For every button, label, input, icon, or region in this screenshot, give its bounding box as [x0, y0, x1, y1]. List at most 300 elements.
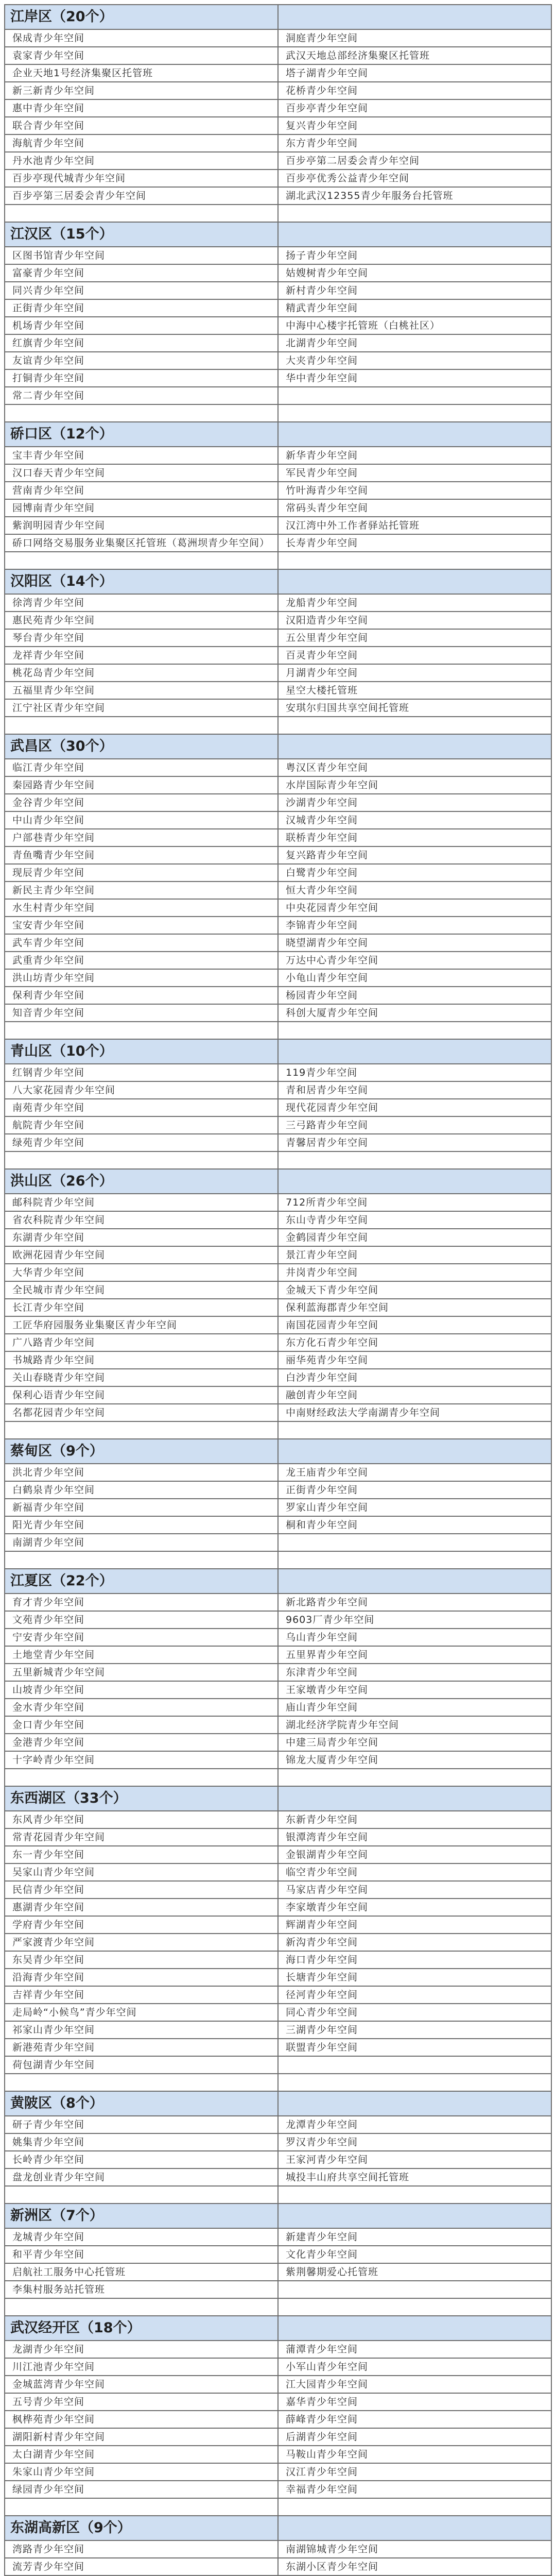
table-row — [5, 1629, 552, 1647]
district-header-empty-cell — [279, 735, 552, 758]
venue-cell: 中南财经政法大学南湖青少年空间 — [279, 1404, 552, 1421]
venue-cell: 正街青少年空间 — [5, 300, 279, 316]
spacer-row — [5, 717, 552, 735]
table-row — [5, 1082, 552, 1099]
venue-cell: 新华青少年空间 — [279, 447, 552, 464]
venue-cell: 保利蓝海郡青少年空间 — [279, 1299, 552, 1316]
table-row — [5, 2464, 552, 2481]
venue-cell: 东一青少年空间 — [5, 1846, 279, 1863]
venue-cell: 红旗青少年空间 — [5, 335, 279, 351]
district-name: 新洲区（7个） — [5, 2204, 279, 2228]
table-row — [5, 700, 552, 717]
venue-cell: 荷包湖青少年空间 — [5, 2057, 279, 2073]
venue-cell: 百灵青少年空间 — [279, 647, 552, 664]
table-row — [5, 188, 552, 205]
venue-cell: 户部巷青少年空间 — [5, 829, 279, 846]
venue-cell: 联合青少年空间 — [5, 117, 279, 134]
venue-cell: 安琪尔归国共享空间托管班 — [279, 700, 552, 716]
spacer-cell — [5, 1422, 279, 1438]
venue-cell: 王家河青少年空间 — [279, 2151, 552, 2168]
spacer-cell — [279, 2187, 552, 2203]
venue-cell: 金城蓝湾青少年空间 — [5, 2376, 279, 2393]
table-row — [5, 2022, 552, 2039]
venue-cell: 琴台青少年空间 — [5, 630, 279, 646]
table-row — [5, 952, 552, 970]
table-row — [5, 882, 552, 900]
venue-cell: 花桥青少年空间 — [279, 82, 552, 99]
venue-cell: 十字岭青少年空间 — [5, 1752, 279, 1768]
spacer-cell — [5, 2074, 279, 2091]
venue-cell: 文苑青少年空间 — [5, 1612, 279, 1628]
venue-cell: 李集村服务站托管班 — [5, 2281, 279, 2298]
venue-cell: 东湖小区青少年空间 — [279, 2558, 552, 2575]
district-venue-list — [4, 0, 552, 2576]
venue-cell: 现辰青少年空间 — [5, 865, 279, 881]
district-name: 黄陂区（8个） — [5, 2092, 279, 2115]
table-row — [5, 82, 552, 100]
district-name: 江汉区（15个） — [5, 223, 279, 246]
venue-cell: 工匠华府园服务业集聚区青少年空间 — [5, 1317, 279, 1333]
venue-cell: 白鹭青少年空间 — [279, 865, 552, 881]
table-row — [5, 335, 552, 352]
venue-cell: 小龟山青少年空间 — [279, 970, 552, 986]
venue-cell: 罗汉青少年空间 — [279, 2134, 552, 2150]
venue-cell: 邮科院青少年空间 — [5, 1194, 279, 1211]
table-row — [5, 170, 552, 188]
venue-cell: 知音青少年空间 — [5, 1005, 279, 1021]
venue-cell: 百步亭优秀公益青少年空间 — [279, 170, 552, 187]
venue-cell: 精武青少年空间 — [279, 300, 552, 316]
table-row — [5, 1987, 552, 2004]
venue-cell: 联桥青少年空间 — [279, 829, 552, 846]
venue-cell: 东风青少年空间 — [5, 1811, 279, 1828]
venue-cell: 锦龙大厦青少年空间 — [279, 1752, 552, 1768]
table-row — [5, 847, 552, 865]
venue-cell: 打铜青少年空间 — [5, 370, 279, 386]
venue-cell: 龙湖青少年空间 — [5, 2341, 279, 2358]
table-row — [5, 247, 552, 265]
venue-cell: 月湖青少年空间 — [279, 665, 552, 681]
venue-cell: 王家墩青少年空间 — [279, 1682, 552, 1698]
table-row — [5, 2169, 552, 2187]
venue-cell: 袁家青少年空间 — [5, 47, 279, 64]
table-row — [5, 1499, 552, 1517]
spacer-cell — [5, 1769, 279, 1786]
spacer-row — [5, 552, 552, 570]
venue-cell: 流芳青少年空间 — [5, 2558, 279, 2575]
venue-cell: 辉湖青少年空间 — [279, 1917, 552, 1933]
district-header-empty-cell — [279, 1569, 552, 1593]
spacer-cell — [5, 717, 279, 734]
venue-cell: 五公里青少年空间 — [279, 630, 552, 646]
district-name: 蔡甸区（9个） — [5, 1439, 279, 1463]
venue-cell: 罗家山青少年空间 — [279, 1499, 552, 1516]
district-header-row — [5, 2516, 552, 2541]
venue-cell: 大华青少年空间 — [5, 1264, 279, 1281]
venue-cell: 汉江湾中外工作者驿站托管班 — [279, 517, 552, 534]
venue-cell: 融创青少年空间 — [279, 1387, 552, 1403]
spacer-cell — [5, 1552, 279, 1568]
spacer-cell — [279, 205, 552, 222]
venue-cell: 星空大楼托管班 — [279, 682, 552, 699]
venue-cell: 营南青少年空间 — [5, 482, 279, 499]
venue-cell: 长江青少年空间 — [5, 1299, 279, 1316]
venue-cell: 省农科院青少年空间 — [5, 1212, 279, 1228]
venue-cell: 吉祥青少年空间 — [5, 1987, 279, 2003]
table-row — [5, 1952, 552, 1969]
spacer-cell — [5, 1022, 279, 1039]
district-name: 汉阳区（14个） — [5, 570, 279, 594]
venue-cell: 科创大厦青少年空间 — [279, 1005, 552, 1021]
venue-cell: 吴家山青少年空间 — [5, 1864, 279, 1880]
venue-cell: 水生村青少年空间 — [5, 900, 279, 916]
table-row — [5, 2039, 552, 2057]
table-row — [5, 152, 552, 170]
venue-cell: 富豪青少年空间 — [5, 265, 279, 281]
table-row — [5, 2341, 552, 2359]
venue-cell: 民信青少年空间 — [5, 1882, 279, 1898]
district-header-row — [5, 2092, 552, 2116]
venue-cell: 马鞍山青少年空间 — [279, 2446, 552, 2463]
table-row — [5, 1212, 552, 1229]
table-row — [5, 1134, 552, 1152]
venue-cell: 金港青少年空间 — [5, 1734, 279, 1751]
venue-cell: 紫荆馨期爱心托管班 — [279, 2264, 552, 2280]
spacer-row — [5, 2299, 552, 2316]
venue-cell: 保利心语青少年空间 — [5, 1387, 279, 1403]
venue-cell: 硚口网络交易服务业集聚区托管班（葛洲坝青少年空间） — [5, 535, 279, 551]
table-row — [5, 1247, 552, 1264]
venue-cell: 海口青少年空间 — [279, 1952, 552, 1968]
table-row — [5, 1064, 552, 1082]
table-row — [5, 47, 552, 65]
table-row — [5, 1464, 552, 1482]
venue-cell — [279, 2057, 552, 2073]
venue-cell: 武汉天地总部经济集聚区托管班 — [279, 47, 552, 64]
venue-cell: 洞庭青少年空间 — [279, 30, 552, 46]
district-header-row — [5, 735, 552, 759]
table-row — [5, 1734, 552, 1752]
venue-cell: 汉江青少年空间 — [279, 2464, 552, 2480]
venue-cell: 李家墩青少年空间 — [279, 1899, 552, 1916]
venue-cell: 江大园青少年空间 — [279, 2376, 552, 2393]
venue-cell: 湖阳新村青少年空间 — [5, 2429, 279, 2445]
table-row — [5, 595, 552, 612]
venue-cell: 嘉华青少年空间 — [279, 2394, 552, 2410]
table-row — [5, 265, 552, 282]
venue-cell: 万达中心青少年空间 — [279, 952, 552, 969]
venue-cell: 百步亭第二居委会青少年空间 — [279, 152, 552, 169]
spacer-cell — [5, 2187, 279, 2203]
spacer-cell — [279, 1152, 552, 1168]
table-row — [5, 1699, 552, 1717]
venue-cell: 紫润明园青少年空间 — [5, 517, 279, 534]
venue-cell: 龙王庙青少年空间 — [279, 1464, 552, 1481]
table-row — [5, 2429, 552, 2446]
table-row — [5, 1005, 552, 1022]
table-row — [5, 759, 552, 777]
district-name: 洪山区（26个） — [5, 1170, 279, 1193]
district-header-empty-cell — [279, 2316, 552, 2340]
venue-cell: 武车青少年空间 — [5, 935, 279, 951]
table-row — [5, 2246, 552, 2264]
district-name: 东湖高新区（9个） — [5, 2516, 279, 2540]
table-row — [5, 517, 552, 535]
venue-cell: 百步亭青少年空间 — [279, 100, 552, 116]
venue-cell: 新港苑青少年空间 — [5, 2039, 279, 2056]
venue-cell: 塔子湖青少年空间 — [279, 65, 552, 81]
venue-cell: 杨园青少年空间 — [279, 987, 552, 1004]
table-row — [5, 1934, 552, 1952]
venue-cell: 走局岭“小候鸟”青少年空间 — [5, 2004, 279, 2021]
table-row — [5, 935, 552, 952]
venue-cell: 惠湖青少年空间 — [5, 1899, 279, 1916]
table-row — [5, 1369, 552, 1387]
venue-cell: 汉阳造青少年空间 — [279, 612, 552, 629]
venue-cell: 新北路青少年空间 — [279, 1594, 552, 1611]
venue-cell: 青和居青少年空间 — [279, 1082, 552, 1098]
table-row — [5, 612, 552, 630]
venue-cell: 川江池青少年空间 — [5, 2359, 279, 2375]
table-row — [5, 500, 552, 517]
table-row — [5, 1117, 552, 1134]
venue-cell: 新建青少年空间 — [279, 2229, 552, 2245]
table-row — [5, 987, 552, 1005]
table-row — [5, 300, 552, 317]
venue-cell: 五福里青少年空间 — [5, 682, 279, 699]
table-row — [5, 2281, 552, 2299]
venue-cell: 汉城青少年空间 — [279, 812, 552, 828]
venue-cell: 119青少年空间 — [279, 1064, 552, 1081]
venue-cell: 姚集青少年空间 — [5, 2134, 279, 2150]
district-header-empty-cell — [279, 2092, 552, 2115]
spacer-cell — [279, 2299, 552, 2315]
venue-cell: 同心青少年空间 — [279, 2004, 552, 2021]
venue-cell: 东吴青少年空间 — [5, 1952, 279, 1968]
district-header-row — [5, 1170, 552, 1194]
venue-cell: 湾路青少年空间 — [5, 2541, 279, 2557]
venue-cell: 常青花园青少年空间 — [5, 1829, 279, 1845]
venue-cell: 学府青少年空间 — [5, 1917, 279, 1933]
venue-cell: 五里新城青少年空间 — [5, 1664, 279, 1681]
venue-cell: 9603厂青少年空间 — [279, 1612, 552, 1628]
district-name: 青山区（10个） — [5, 1040, 279, 1063]
venue-cell: 保成青少年空间 — [5, 30, 279, 46]
venue-cell: 桃花岛青少年空间 — [5, 665, 279, 681]
venue-cell: 湖北经济学院青少年空间 — [279, 1717, 552, 1733]
venue-cell: 南苑青少年空间 — [5, 1099, 279, 1116]
district-header-empty-cell — [279, 2516, 552, 2540]
table-row — [5, 1864, 552, 1882]
table-row — [5, 1299, 552, 1317]
district-header-empty-cell — [279, 2204, 552, 2228]
venue-cell: 盘龙创业青少年空间 — [5, 2169, 279, 2185]
table-row — [5, 2116, 552, 2134]
venue-cell: 晓望湖青少年空间 — [279, 935, 552, 951]
venue-cell: 五号青少年空间 — [5, 2394, 279, 2410]
venue-cell: 同兴青少年空间 — [5, 282, 279, 299]
venue-cell: 江宁社区青少年空间 — [5, 700, 279, 716]
venue-cell — [279, 387, 552, 404]
venue-cell: 712所青少年空间 — [279, 1194, 552, 1211]
venue-cell: 名都花园青少年空间 — [5, 1404, 279, 1421]
table-row — [5, 917, 552, 935]
table-row — [5, 1899, 552, 1917]
spacer-row — [5, 1769, 552, 1787]
table-row — [5, 135, 552, 152]
table-row — [5, 1594, 552, 1612]
venue-cell: 海航青少年空间 — [5, 135, 279, 151]
district-header-empty-cell — [279, 223, 552, 246]
venue-cell: 临江青少年空间 — [5, 759, 279, 776]
venue-cell: 广八路青少年空间 — [5, 1334, 279, 1351]
venue-cell — [279, 2281, 552, 2298]
venue-cell: 湖北武汉12355青少年服务台托管班 — [279, 188, 552, 204]
spacer-cell — [5, 552, 279, 569]
district-header-row — [5, 570, 552, 595]
venue-cell: 联盟青少年空间 — [279, 2039, 552, 2056]
venue-cell: 小军山青少年空间 — [279, 2359, 552, 2375]
venue-cell: 龙城青少年空间 — [5, 2229, 279, 2245]
spacer-cell — [5, 1152, 279, 1168]
table-row — [5, 535, 552, 552]
venue-cell: 薛峰青少年空间 — [279, 2411, 552, 2428]
venue-cell: 中山青少年空间 — [5, 812, 279, 828]
table-row — [5, 1534, 552, 1552]
table-row — [5, 647, 552, 665]
venue-cell: 研子青少年空间 — [5, 2116, 279, 2133]
district-name: 武昌区（30个） — [5, 735, 279, 758]
district-header-empty-cell — [279, 1787, 552, 1810]
venue-cell: 中建三局青少年空间 — [279, 1734, 552, 1751]
venue-cell: 扬子青少年空间 — [279, 247, 552, 264]
table-row — [5, 1917, 552, 1934]
table-row — [5, 317, 552, 335]
venue-cell: 和平青少年空间 — [5, 2246, 279, 2263]
venue-cell: 绿苑青少年空间 — [5, 1134, 279, 1151]
venue-cell: 龙祥青少年空间 — [5, 647, 279, 664]
venue-cell: 友谊青少年空间 — [5, 352, 279, 369]
venue-cell: 宁安青少年空间 — [5, 1629, 279, 1646]
venue-cell: 洪山坊青少年空间 — [5, 970, 279, 986]
district-name: 江岸区（20个） — [5, 5, 279, 29]
table-row — [5, 2376, 552, 2394]
venue-cell: 龙潭青少年空间 — [279, 2116, 552, 2133]
venue-cell: 丹水池青少年空间 — [5, 152, 279, 169]
table-row — [5, 1099, 552, 1117]
venue-cell: 关山春晓青少年空间 — [5, 1369, 279, 1386]
venue-cell: 青鱼嘴青少年空间 — [5, 847, 279, 863]
venue-cell: 惠中青少年空间 — [5, 100, 279, 116]
table-row — [5, 370, 552, 387]
venue-cell: 新福青少年空间 — [5, 1499, 279, 1516]
table-row — [5, 630, 552, 647]
venue-cell: 育才青少年空间 — [5, 1594, 279, 1611]
venue-cell: 秦园路青少年空间 — [5, 777, 279, 793]
spacer-row — [5, 2074, 552, 2092]
spacer-row — [5, 405, 552, 422]
venue-cell: 复兴青少年空间 — [279, 117, 552, 134]
venue-cell: 金水青少年空间 — [5, 1699, 279, 1716]
table-row — [5, 387, 552, 405]
spacer-cell — [5, 205, 279, 222]
venue-cell: 启航社工服务中心托管班 — [5, 2264, 279, 2280]
venue-cell: 银潭湾青少年空间 — [279, 1829, 552, 1845]
table-row — [5, 1317, 552, 1334]
venue-cell: 长寿青少年空间 — [279, 535, 552, 551]
venue-cell: 祁家山青少年空间 — [5, 2022, 279, 2038]
table-row — [5, 1664, 552, 1682]
table-row — [5, 1969, 552, 1987]
table-row — [5, 2057, 552, 2074]
venue-cell: 恒大青少年空间 — [279, 882, 552, 899]
venue-cell: 现代花园青少年空间 — [279, 1099, 552, 1116]
table-row — [5, 447, 552, 465]
venue-cell: 东津青少年空间 — [279, 1664, 552, 1681]
district-header-empty-cell — [279, 1170, 552, 1193]
table-row — [5, 1282, 552, 1299]
table-row — [5, 2134, 552, 2151]
spacer-cell — [279, 552, 552, 569]
venue-cell: 洪北青少年空间 — [5, 1464, 279, 1481]
table-row — [5, 829, 552, 847]
table-row — [5, 482, 552, 500]
table-row — [5, 1811, 552, 1829]
venue-cell: 宝安青少年空间 — [5, 917, 279, 934]
district-header-empty-cell — [279, 1040, 552, 1063]
venue-cell: 新三新青少年空间 — [5, 82, 279, 99]
spacer-cell — [5, 405, 279, 421]
venue-cell: 山坡青少年空间 — [5, 1682, 279, 1698]
table-row — [5, 2004, 552, 2022]
table-row — [5, 1882, 552, 1899]
venue-cell: 百步亭现代城青少年空间 — [5, 170, 279, 187]
district-name: 硚口区（12个） — [5, 422, 279, 446]
table-row — [5, 100, 552, 117]
table-row — [5, 30, 552, 47]
venue-cell: 北湖青少年空间 — [279, 335, 552, 351]
venue-cell: 青馨居青少年空间 — [279, 1134, 552, 1151]
table-row — [5, 2229, 552, 2246]
venue-cell: 机场青少年空间 — [5, 317, 279, 334]
venue-cell: 马家店青少年空间 — [279, 1882, 552, 1898]
table-row — [5, 1612, 552, 1629]
venue-cell: 白沙青少年空间 — [279, 1369, 552, 1386]
venue-cell: 竹叶海青少年空间 — [279, 482, 552, 499]
spacer-cell — [279, 2074, 552, 2091]
spacer-cell — [5, 2499, 279, 2515]
spacer-cell — [279, 2499, 552, 2515]
venue-cell: 沿海青少年空间 — [5, 1969, 279, 1986]
venue-cell: 金城天下青少年空间 — [279, 1282, 552, 1298]
venue-cell: 企业天地1号经济集聚区托管班 — [5, 65, 279, 81]
venue-cell: 白鹤泉青少年空间 — [5, 1482, 279, 1498]
venue-cell: 庙山青少年空间 — [279, 1699, 552, 1716]
venue-cell: 太白湖青少年空间 — [5, 2446, 279, 2463]
district-header-row — [5, 5, 552, 30]
venue-cell: 复兴路青少年空间 — [279, 847, 552, 863]
table-row — [5, 1717, 552, 1734]
table-row — [5, 1334, 552, 1352]
table-row — [5, 794, 552, 812]
spacer-row — [5, 2187, 552, 2204]
spacer-cell — [279, 405, 552, 421]
venue-table — [4, 4, 552, 2576]
venue-cell: 军民青少年空间 — [279, 465, 552, 481]
venue-cell: 文化青少年空间 — [279, 2246, 552, 2263]
district-header-row — [5, 1040, 552, 1064]
venue-cell: 水岸国际青少年空间 — [279, 777, 552, 793]
